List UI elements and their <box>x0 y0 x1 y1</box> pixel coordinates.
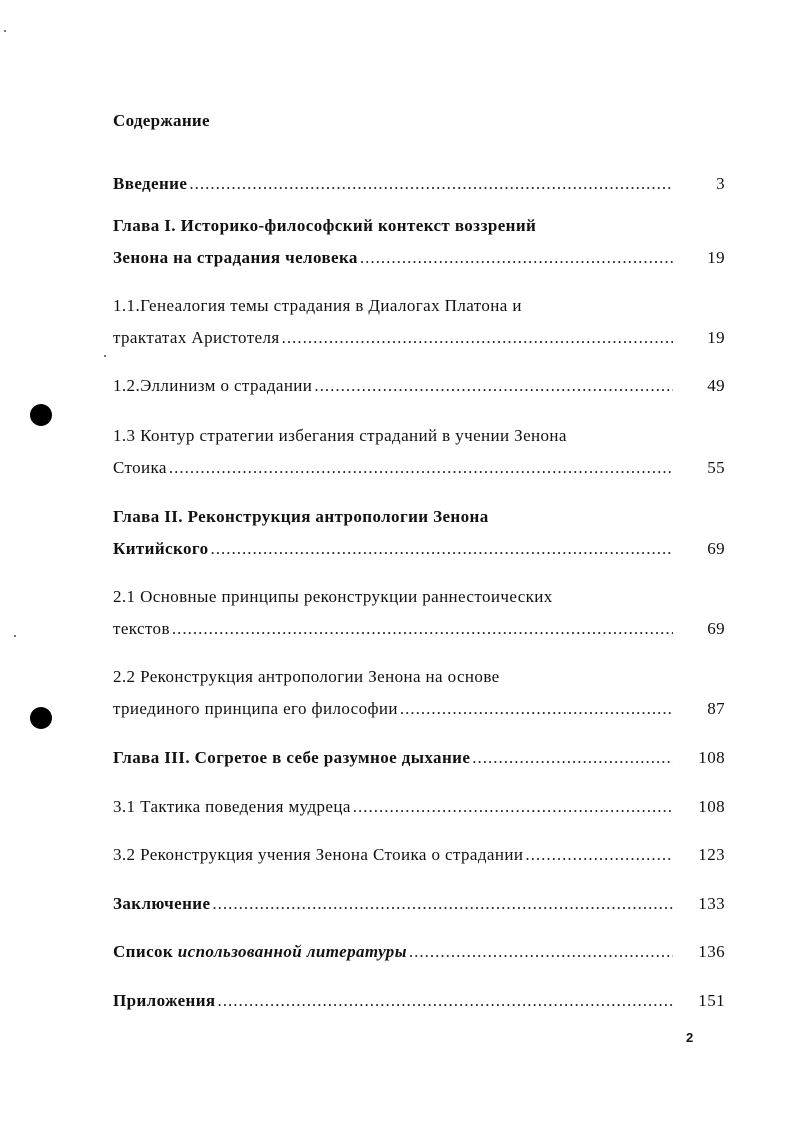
entry-page: 69 <box>707 619 725 638</box>
entry-text: Введение <box>113 174 188 193</box>
leader-dots <box>218 989 673 1013</box>
entry-page: 87 <box>707 699 725 718</box>
toc-entry-chapter-1 <box>113 214 725 270</box>
entry-text: 2.1 Основные принципы реконструкции раннестоических <box>113 587 553 606</box>
entry-text <box>113 940 407 964</box>
scan-speck <box>4 30 6 32</box>
entry-page: 55 <box>707 458 725 477</box>
leader-dots <box>360 246 673 270</box>
page-number: 2 <box>686 1030 694 1045</box>
entry-page: 108 <box>698 797 725 816</box>
toc-entry-bibliography <box>113 940 725 964</box>
toc-entry-1-1 <box>113 294 725 350</box>
toc-entry-appendices <box>113 989 725 1013</box>
entry-page: 49 <box>707 376 725 395</box>
entry-text-part-italic: использованной литературы <box>177 942 407 961</box>
entry-text: трактатах Аристотеля <box>113 328 280 347</box>
toc-entry-chapter-2 <box>113 505 725 561</box>
leader-dots <box>282 326 673 350</box>
leader-dots <box>172 617 673 641</box>
leader-dots <box>210 537 673 561</box>
toc-entry-2-1 <box>113 585 725 641</box>
leader-dots <box>400 697 673 721</box>
entry-text: Стоика <box>113 458 167 477</box>
entry-text: 2.2 Реконструкция антропологии Зенона на основе <box>113 667 500 686</box>
entry-text: 3.1 Тактика поведения мудреца <box>113 797 351 816</box>
entry-page: 19 <box>707 328 725 347</box>
entry-text: Глава I. Историко-философский контекст воззрений <box>113 216 537 235</box>
leader-dots <box>212 892 673 916</box>
entry-page: 108 <box>698 748 725 767</box>
entry-text: 1.1.Генеалогия темы страдания в Диалогах Платона и <box>113 296 522 315</box>
entry-text: Глава II. Реконструкция антропологии Зенона <box>113 507 489 526</box>
toc-entry-chapter-3 <box>113 746 725 770</box>
leader-dots <box>409 940 673 964</box>
scan-speck <box>14 635 16 637</box>
entry-text: Приложения <box>113 991 216 1010</box>
entry-page: 3 <box>716 174 725 193</box>
entry-page: 19 <box>707 248 725 267</box>
leader-dots <box>353 795 673 819</box>
toc-entry-3-1 <box>113 795 725 819</box>
entry-text-part: Список <box>113 942 178 961</box>
entry-text: Заключение <box>113 894 211 913</box>
entry-text: триединого принципа его философии <box>113 699 398 718</box>
leader-dots <box>189 172 673 196</box>
punch-hole-bottom <box>30 707 52 729</box>
leader-dots <box>169 456 673 480</box>
scan-speck <box>104 355 106 357</box>
entry-text: 1.3 Контур стратегии избегания страданий в учении Зенона <box>113 426 567 445</box>
entry-page: 151 <box>698 991 725 1010</box>
toc-entry-1-3 <box>113 424 725 480</box>
leader-dots <box>472 746 673 770</box>
toc-entry-conclusion <box>113 892 725 916</box>
leader-dots <box>525 843 673 867</box>
entry-page: 69 <box>707 539 725 558</box>
punch-hole-top <box>30 404 52 426</box>
toc-entry-2-2 <box>113 665 725 721</box>
toc-entry-introduction <box>113 172 725 196</box>
toc-entry-1-2 <box>113 374 725 398</box>
toc-title: Содержание <box>113 111 210 130</box>
entry-text: Зенона на страдания человека <box>113 248 358 267</box>
entry-text: 3.2 Реконструкция учения Зенона Стоика о страдании <box>113 845 524 864</box>
entry-page: 136 <box>698 942 725 961</box>
entry-text: Китийского <box>113 539 209 558</box>
entry-page: 123 <box>698 845 725 864</box>
toc-entry-3-2 <box>113 843 725 867</box>
entry-text: 1.2.Эллинизм о страдании <box>113 376 313 395</box>
entry-page: 133 <box>698 894 725 913</box>
entry-text: текстов <box>113 619 170 638</box>
entry-text: Глава III. Согретое в себе разумное дыхание <box>113 748 471 767</box>
leader-dots <box>314 374 673 398</box>
